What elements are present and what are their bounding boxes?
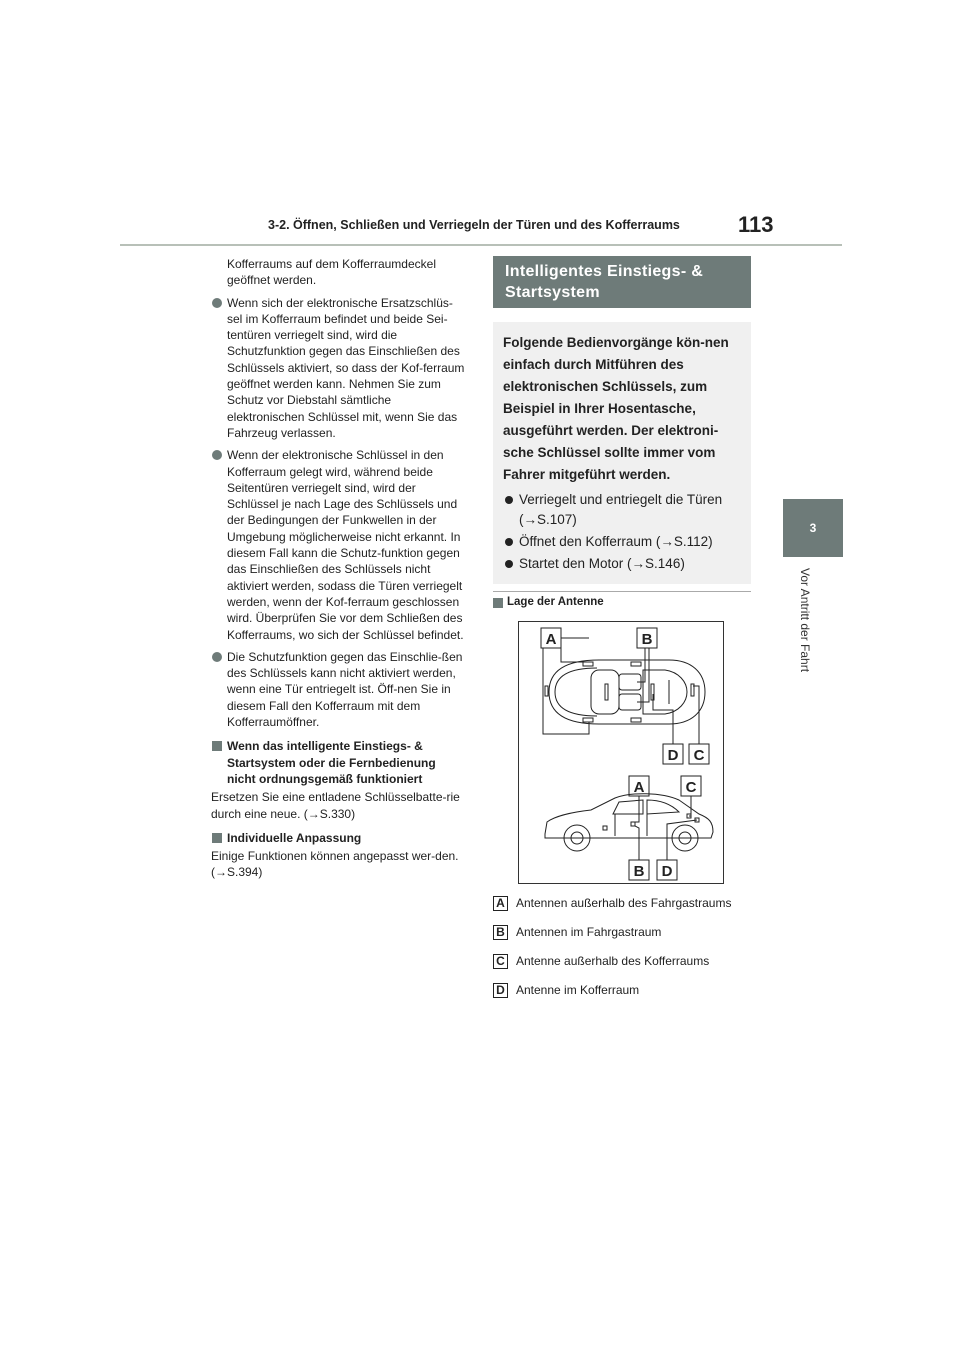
legend-text: Antennen außerhalb des Fahrgastraums (516, 896, 732, 910)
bullet-icon (505, 560, 513, 568)
info-box (493, 322, 751, 584)
bullet-dot-icon (212, 298, 222, 308)
car-top-view-icon (545, 660, 705, 724)
list-item: Öffnet den Kofferraum (→S.112) (503, 532, 741, 552)
label-side-a: A (633, 779, 645, 796)
legend-text: Antenne im Kofferraum (516, 983, 640, 997)
legend-key: B (493, 925, 508, 940)
square-bullet-icon (493, 598, 503, 608)
section-heading: Wenn das intelligente Einstiegs- & Startsystem oder die Fernbedienung nicht ordnungsgemäß funktioniert (211, 738, 467, 787)
bullet-item (211, 447, 467, 643)
square-bullet-icon (212, 741, 222, 751)
bullet-dot-icon (212, 450, 222, 460)
car-antenna-illustration (519, 622, 723, 883)
label-top-c: C (693, 747, 705, 764)
legend-text: Antenne außerhalb des Kofferraums (516, 954, 710, 968)
label-top-b: B (641, 631, 653, 648)
square-bullet-icon (212, 833, 222, 843)
left-column (211, 256, 467, 881)
list-item: Verriegelt und entriegelt die Türen (→S.107) (503, 490, 741, 530)
label-top-a: A (545, 631, 557, 648)
legend-key: A (493, 896, 508, 911)
header-title: 3-2. Öffnen, Schließen und Verriegeln der Türen und des Kofferraums (268, 218, 680, 232)
label-side-c: C (685, 779, 697, 796)
chapter-label: Vor Antritt der Fahrt (798, 568, 812, 673)
legend-row (493, 951, 751, 971)
bullet-dot-icon (212, 652, 222, 662)
list-item: Startet den Motor (→S.146) (503, 554, 741, 574)
bullet-item (211, 649, 467, 730)
chapter-tab[interactable]: 3 (783, 499, 843, 557)
section-title: Intelligentes Einstiegs- & Startsystem (493, 256, 751, 308)
bullet-item (211, 295, 467, 442)
label-side-d: D (661, 863, 673, 880)
continuation-text: Kofferraums auf dem Kofferraumdeckel geöffnet werden. (227, 257, 436, 288)
feature-list (503, 490, 741, 574)
legend-key: D (493, 983, 508, 998)
header-rule (120, 244, 842, 246)
divider (493, 591, 751, 592)
antenna-diagram (518, 621, 724, 884)
section-heading: Individuelle Anpassung (211, 830, 467, 846)
legend-text: Antennen im Fahrgastraum (516, 925, 662, 939)
antenna-heading: Lage der Antenne (493, 596, 604, 608)
bullet-icon (505, 496, 513, 504)
legend-row (493, 922, 751, 942)
bullet-text: Die Schutzfunktion gegen das Einschlie-ßen des Schlüssels kann nicht aktiviert werden, wenn eine Tür entriegelt ist. Öff-nen Sie in diesem Fall den Kofferraum mit dem Kofferraumöffner. (227, 649, 463, 730)
label-top-d: D (667, 747, 679, 764)
page-number: 113 (738, 212, 774, 237)
legend (493, 893, 751, 1009)
legend-row (493, 893, 751, 913)
legend-key: C (493, 954, 508, 969)
bullet-icon (505, 538, 513, 546)
section-text: Einige Funktionen können angepasst wer-den. (→S.394) (211, 849, 459, 880)
car-side-view-icon (545, 794, 713, 851)
intro-text: Folgende Bedienvorgänge kön-nen einfach durch Mitführen des elektronischen Schlüssels, zum Beispiel in Ihrer Hosentasche, ausgeführt werden. Der elektroni-sche Schlüssel sollte immer vom Fahrer mitgeführt werden. (503, 335, 729, 482)
right-column (493, 256, 751, 584)
label-side-b: B (633, 863, 645, 880)
section-text: Ersetzen Sie eine entladene Schlüsselbatte-rie durch eine neue. (→S.330) (211, 790, 460, 821)
bullet-text: Wenn sich der elektronische Ersatzschlüs-sel im Kofferraum befindet und beide Sei-tentüren verriegelt sind, wird die Schutzfunktion gegen das Einschließen des Schlüssels aktiviert, so dass der Kof-ferraum geöffnet werden kann. Nehmen Sie zum Schutz vor Diebstahl sämtliche elektronischen Schlüssel mit, wenn Sie das Fahrzeug verlassen. (227, 295, 465, 440)
legend-row (493, 980, 751, 1000)
bullet-text: Wenn der elektronische Schlüssel in den Kofferraum gelegt wird, während beide Seitentüren verriegelt sind, wird der Schlüssel je nach Lage des Schlüssels und der Bedingungen der Funkwellen in der Umgebung möglicherweise nicht erkannt. In diesem Fall kann die Schutz-funktion gegen das Einschließen des Schlüssels nicht aktiviert werden, sodass die Türen verriegelt werden, wenn der Kof-ferraum geschlossen wird. Überprüfen Sie vor dem Schließen des Kofferraums, wo sich der Schlüssel befindet. (227, 448, 464, 642)
